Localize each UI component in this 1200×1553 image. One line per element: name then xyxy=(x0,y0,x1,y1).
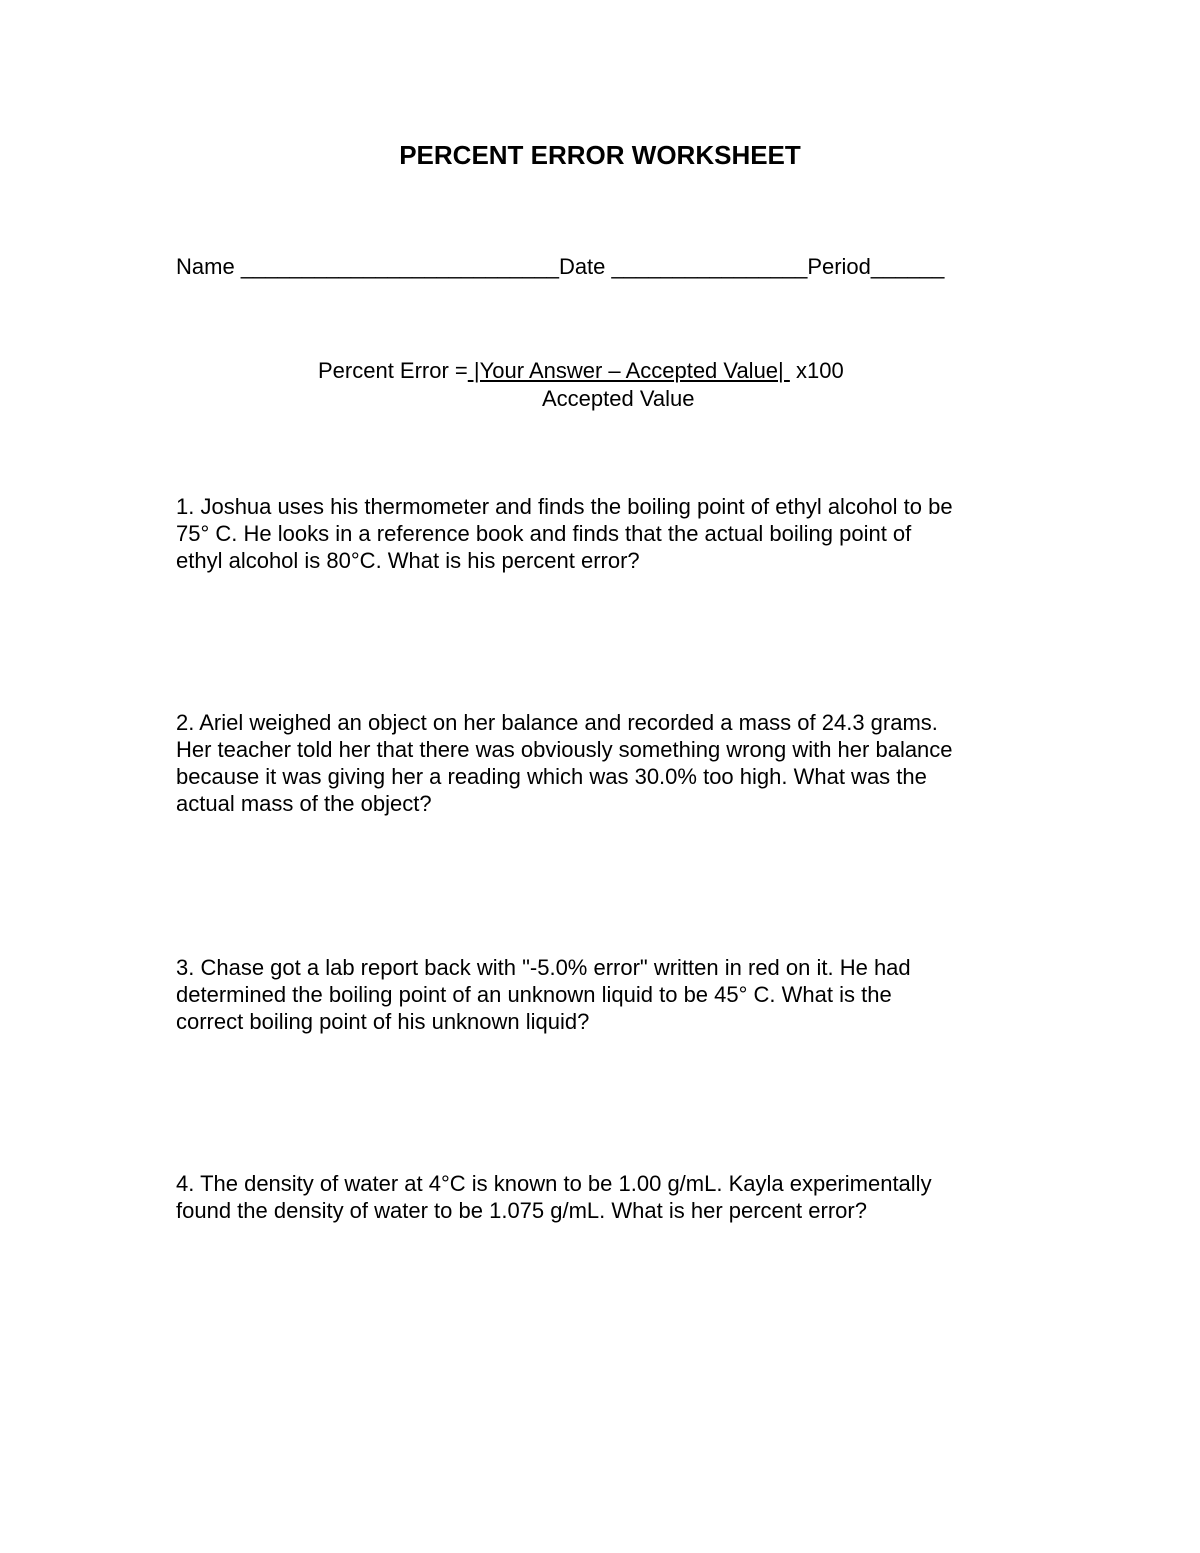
formula-denominator: Accepted Value xyxy=(542,386,695,411)
question-line: actual mass of the object? xyxy=(176,791,432,816)
question-line: because it was giving her a reading which was 30.0% too high. What was the xyxy=(176,764,927,789)
question-4 xyxy=(176,1170,1036,1224)
question-2 xyxy=(176,709,1036,817)
question-line: 2. Ariel weighed an object on her balance and recorded a mass of 24.3 grams. xyxy=(176,710,938,735)
question-line: 4. The density of water at 4°C is known to be 1.00 g/mL. Kayla experimentally xyxy=(176,1171,932,1196)
date-label: Date xyxy=(558,254,606,279)
formula-lhs: Percent Error = xyxy=(318,358,468,383)
question-1 xyxy=(176,493,1036,574)
period-blank[interactable]: ______ xyxy=(870,254,945,279)
question-line: 75° C. He looks in a reference book and finds that the actual boiling point of xyxy=(176,521,912,546)
question-line: 1. Joshua uses his thermometer and finds the boiling point of ethyl alcohol to be xyxy=(176,494,953,519)
question-3 xyxy=(176,954,1036,1035)
question-line: found the density of water to be 1.075 g/mL. What is her percent error? xyxy=(176,1198,867,1223)
formula-multiplier: x100 xyxy=(789,358,844,383)
question-line: determined the boiling point of an unknown liquid to be 45° C. What is the xyxy=(176,982,892,1007)
period-label: Period xyxy=(807,254,871,279)
student-info-line xyxy=(176,254,1076,280)
question-line: Her teacher told her that there was obviously something wrong with her balance xyxy=(176,737,953,762)
question-line: correct boiling point of his unknown liquid? xyxy=(176,1009,590,1034)
name-blank[interactable]: __________________________ xyxy=(240,254,559,279)
page-title: PERCENT ERROR WORKSHEET xyxy=(399,140,801,170)
date-blank[interactable]: ________________ xyxy=(611,254,808,279)
formula-numerator: |Your Answer – Accepted Value| xyxy=(467,358,790,383)
question-line: ethyl alcohol is 80°C. What is his percent error? xyxy=(176,548,640,573)
question-line: 3. Chase got a lab report back with "-5.0% error" written in red on it. He had xyxy=(176,955,911,980)
formula-top-line xyxy=(318,358,844,384)
name-label: Name xyxy=(176,254,235,279)
